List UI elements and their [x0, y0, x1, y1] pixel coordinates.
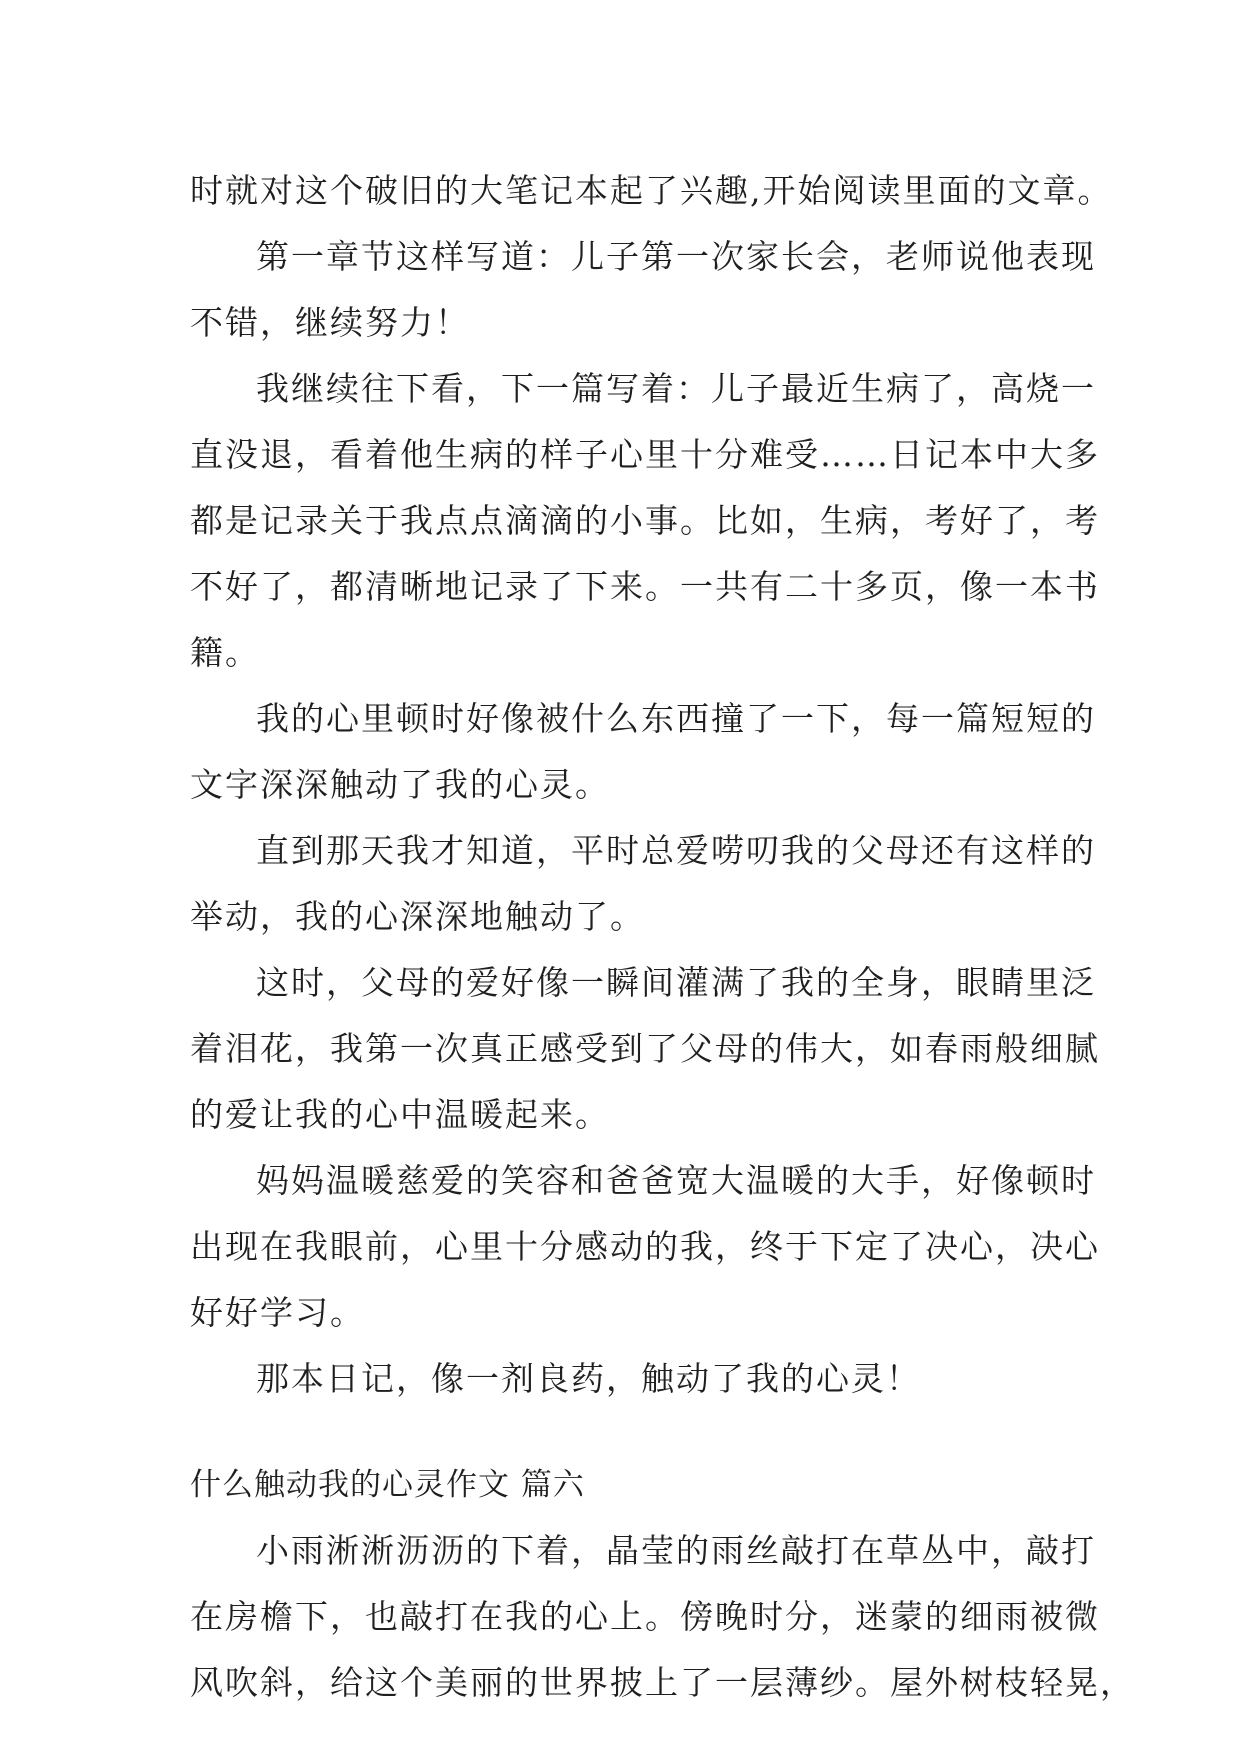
- paragraph-line: 举动，我的心深深地触动了。: [190, 897, 645, 936]
- paragraph-line: 都是记录关于我点点滴滴的小事。比如，生病，考好了，考: [190, 501, 1100, 540]
- paragraph-line: 我继续往下看，下一篇写着：儿子最近生病了，高烧一: [256, 369, 1096, 408]
- paragraph-line: 这时，父母的爱好像一瞬间灌满了我的全身，眼睛里泛: [256, 963, 1096, 1002]
- paragraph-line: 不错，继续努力！: [190, 303, 470, 342]
- paragraph-line: 小雨淅淅沥沥的下着，晶莹的雨丝敲打在草丛中，敲打: [256, 1531, 1096, 1570]
- paragraph-line: 文字深深触动了我的心灵。: [190, 765, 610, 804]
- article-body: [190, 158, 1135, 1716]
- paragraph-line: 第一章节这样写道：儿子第一次家长会，老师说他表现: [256, 237, 1096, 276]
- paragraph-line: 好好学习。: [190, 1293, 365, 1332]
- paragraph-line: 出现在我眼前，心里十分感动的我，终于下定了决心，决心: [190, 1227, 1100, 1266]
- paragraph-line: 风吹斜，给这个美丽的世界披上了一层薄纱。屋外树枝轻晃，: [190, 1663, 1135, 1702]
- paragraph-line: 时就对这个破旧的大笔记本起了兴趣,开始阅读里面的文章。: [190, 171, 1113, 210]
- paragraph-line: 那本日记，像一剂良药，触动了我的心灵！: [256, 1359, 921, 1398]
- section-spacer: [190, 1412, 1090, 1452]
- section-heading: 什么触动我的心灵作文 篇六: [190, 1467, 585, 1503]
- paragraph-line: 我的心里顿时好像被什么东西撞了一下，每一篇短短的: [256, 699, 1096, 738]
- paragraph-line: 不好了，都清晰地记录了下来。一共有二十多页，像一本书: [190, 567, 1100, 606]
- paragraph-line: 着泪花，我第一次真正感受到了父母的伟大，如春雨般细腻: [190, 1029, 1100, 1068]
- paragraph-line: 直没退，看着他生病的样子心里十分难受……日记本中大多: [190, 435, 1100, 474]
- paragraph-line: 的爱让我的心中温暖起来。: [190, 1095, 610, 1134]
- paragraph-line: 籍。: [190, 633, 260, 672]
- paragraph-line: 妈妈温暖慈爱的笑容和爸爸宽大温暖的大手，好像顿时: [256, 1161, 1096, 1200]
- paragraph-line: 直到那天我才知道，平时总爱唠叨我的父母还有这样的: [256, 831, 1096, 870]
- paragraph-line: 在房檐下，也敲打在我的心上。傍晚时分，迷蒙的细雨被微: [190, 1597, 1100, 1636]
